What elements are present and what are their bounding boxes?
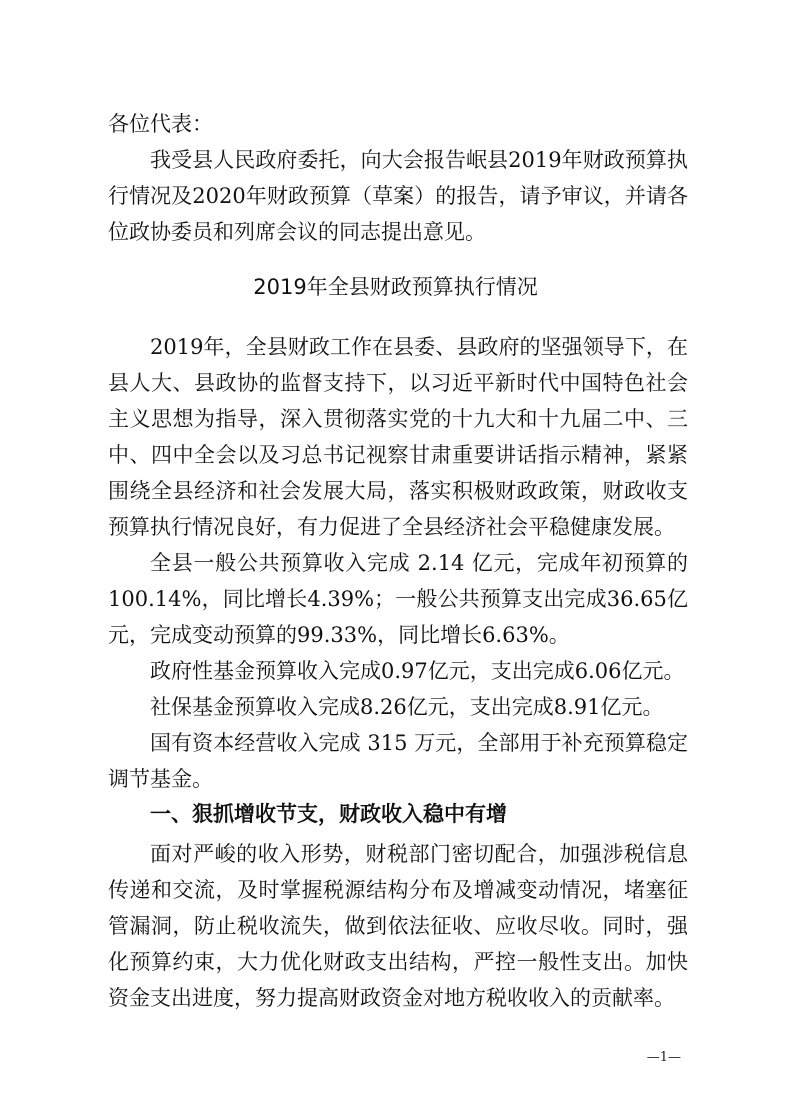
- section-title: 2019年全县财政预算执行情况: [253, 275, 538, 299]
- heading-1: 一、狠抓增收节支，财政收入稳中有增: [150, 802, 507, 826]
- paragraph-general-budget: 全县一般公共预算收入完成 2.14 亿元，完成年初预算的100.14%，同比增长4.39%；一般公共预算支出完成36.65亿元，完成变动预算的99.33%，同比增长6.63%。: [108, 551, 688, 647]
- salutation: 各位代表：: [108, 112, 213, 136]
- paragraph-fund-budget: 政府性基金预算收入完成0.97亿元，支出完成6.06亿元。: [150, 659, 685, 683]
- paragraph-overview: 2019年，全县财政工作在县委、县政府的坚强领导下，在县人大、县政协的监督支持下，以习近平新时代中国特色社会主义思想为指导，深入贯彻落实党的十九大和十九届二中、三中、四中全会以及习总书记视察甘肃重要讲话指示精神，紧紧围绕全县经济和社会发展大局，落实积极财政政策，财政收支预算执行情况良好，有力促进了全县经济社会平稳健康发展。: [108, 335, 688, 539]
- paragraph-social-security-budget: 社保基金预算收入完成8.26亿元，支出完成8.91亿元。: [150, 695, 664, 719]
- paragraph-state-capital: 国有资本经营收入完成 315 万元，全部用于补充预算稳定调节基金。: [108, 731, 688, 791]
- page-number: —1—: [646, 1050, 681, 1065]
- intro-paragraph: 我受县人民政府委托，向大会报告岷县2019年财政预算执行情况及2020年财政预算（草案）的报告，请予审议，并请各位政协委员和列席会议的同志提出意见。: [108, 148, 688, 244]
- paragraph-revenue-measures: 面对严峻的收入形势，财税部门密切配合，加强涉税信息传递和交流，及时掌握税源结构分布及增减变动情况，堵塞征管漏洞，防止税收流失，做到依法征收、应收尽收。同时，强化预算约束，大力优化财政支出结构，严控一般性支出。加快资金支出进度，努力提高财政资金对地方税收收入的贡献率。: [108, 842, 688, 1010]
